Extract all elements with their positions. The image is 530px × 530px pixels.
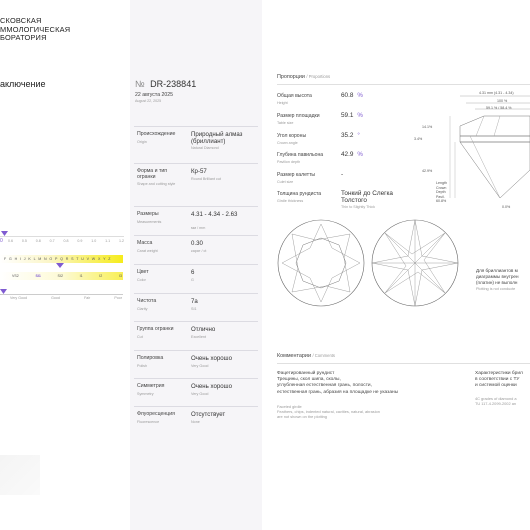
weight-scale-ticks (8, 239, 124, 243)
comment-line: Фацетированный рундист (277, 371, 335, 376)
diagram-culet: 0.0% (502, 205, 511, 209)
field-value-en: SI1 (191, 307, 197, 311)
diagram-depth-label: Depth (436, 190, 446, 195)
field-value-en: карат / ct (191, 249, 207, 253)
field-value: 7а (191, 298, 198, 305)
table-mm: 58.4 % (500, 106, 512, 110)
comment-line: естественная грань, абразия на площадке не указаны (277, 389, 399, 395)
standards-en-line: TU 117-4.2099-2002 an (475, 401, 517, 406)
field-value: 4.31 - 4.34 - 2.63 (191, 211, 238, 218)
proportion-label-en: Culet size (277, 180, 294, 184)
proportion-label: Размер площадки (277, 113, 320, 119)
field-value: Очень хорошо (191, 355, 232, 362)
certificate-number (135, 79, 196, 89)
lab-name-line-2: ММОЛОГИЧЕСКАЯ (0, 24, 71, 34)
conclusion-title: аключение (0, 79, 46, 89)
proportion-unit: % (357, 112, 363, 119)
quality-label: Poor (114, 296, 122, 300)
clarity-grade: I1 (79, 273, 83, 278)
proportion-label-en: Pavilion depth (277, 160, 301, 164)
cut-marker-icon (0, 289, 7, 294)
field-label-en: Fluorescence (137, 420, 160, 424)
field-separator (134, 350, 258, 351)
lab-name-line-1: СКОВСКАЯ (0, 16, 42, 25)
weight-marker-icon (1, 231, 8, 236)
field-label: Форма и тип огранки (137, 168, 168, 181)
field-value-en: Excellent (191, 335, 206, 339)
clarity-grade: I2 (99, 273, 103, 278)
comments-title-en: / Comments (312, 353, 336, 358)
weight-tick: 0.9 (77, 239, 83, 243)
weight-tick: 0.8 (35, 239, 41, 243)
field-label-en: Polish (137, 364, 148, 368)
proportions-rule (277, 84, 530, 85)
field-separator (134, 126, 258, 127)
standards-line: в соответствии с ТУ (475, 377, 520, 383)
field-separator (134, 378, 258, 379)
clarity-grade-selected: SI1 (35, 273, 41, 278)
comment-en-line: are not shown on the plotting (277, 414, 327, 419)
field-separator (134, 206, 258, 207)
diagram-100-label: 100 % (497, 99, 508, 103)
proportions-title (277, 74, 330, 80)
field-separator (134, 235, 258, 236)
lab-name (0, 17, 70, 43)
field-value: Кр-57 (191, 168, 207, 175)
plotting-note-line-1: Для бриллиантов м (476, 268, 518, 273)
quality-label: Fair (84, 296, 91, 300)
field-separator (134, 406, 258, 407)
field-separator (134, 163, 258, 164)
proportion-value: 35.2 (341, 132, 354, 139)
weight-tick: 1.1 (105, 239, 111, 243)
color-scale (0, 234, 125, 344)
field-label-en: Symmetry (137, 392, 154, 396)
quality-label: Very Good (10, 296, 27, 300)
certificate-date-en: August 22, 2025 (135, 99, 162, 103)
clarity-marker-icon (56, 263, 64, 268)
proportion-value: 60.8 (341, 92, 354, 99)
plotting-note-en: Plotting is not conducte (476, 287, 516, 291)
field-value: Отсутствует (191, 411, 226, 418)
weight-scale-track (0, 236, 124, 237)
certificate-number-prefix: № (135, 79, 145, 89)
field-value: Природный алмаз (бриллиант) (191, 131, 243, 145)
color-letters: F G H I J K L M N O P Q R S T U V W X Y Z (4, 256, 112, 261)
diagram-crown-label: Crown (436, 185, 447, 190)
weight-tick: 1.0 (91, 239, 97, 243)
field-label: Чистота (137, 298, 157, 304)
plotting-note-line-3: (платин) не выполн (476, 280, 518, 285)
field-value-en: None (191, 420, 200, 424)
proportion-label: Глубина павильона (277, 152, 324, 158)
diamond-bottom-view (370, 218, 460, 308)
proportion-label: Толщина рундиста (277, 191, 322, 197)
proportions-title-en: / Proportions (306, 74, 331, 79)
field-label: Полировка (137, 355, 164, 361)
proportion-label-en: Girdle thickness (277, 199, 304, 203)
field-label-en: Clarity (137, 307, 148, 311)
comment-en-line: Faceted girdle (277, 404, 302, 409)
clarity-grade: SI2 (57, 273, 63, 278)
field-label: Размеры (137, 211, 159, 217)
comments-title (277, 353, 335, 359)
field-label: Флуоресценция (137, 411, 175, 417)
certificate-number-value: DR-238841 (150, 79, 197, 89)
diagram-width-label: 4.31 mm (4.31 - 4.34) (479, 91, 514, 95)
field-value: 6 (191, 269, 195, 276)
field-value: Отлично (191, 326, 216, 333)
diagram-length-label: Length (436, 181, 447, 185)
field-value-en: Very Good (191, 364, 209, 368)
field-label: Симметрия (137, 383, 165, 389)
proportion-label-en: Height (277, 101, 288, 105)
comments-rule (277, 363, 530, 364)
comment-line: углубленная естественная грань, полости, (277, 383, 372, 389)
cut-quality-track (0, 294, 123, 295)
proportions-title-ru: Пропорции (277, 74, 305, 80)
field-separator (134, 293, 258, 294)
weight-tick: 0.8 (63, 239, 69, 243)
diagram-table-label: 59.1 % / 58.4 % (486, 106, 512, 110)
proportion-label-en: Table size (277, 121, 294, 125)
comment-en-line: Feathers, chips, indented natural, cavities, natural, abrasion (277, 409, 380, 414)
lab-name-line-3: БОРАТОРИЯ (0, 33, 47, 43)
field-label-en: Origin (137, 140, 147, 144)
field-label-en: Cut (137, 335, 143, 339)
field-separator (134, 264, 258, 265)
standards-line: Характеристики брил (475, 371, 523, 376)
comment-line: Трещины, скол шипа, сколы, (277, 377, 341, 383)
comments-text (277, 371, 398, 396)
proportion-unit: % (357, 92, 363, 99)
proportion-label: Угол короны (277, 133, 307, 139)
weight-tick: 0.5 (21, 239, 27, 243)
proportion-value: 59.1 (341, 112, 354, 119)
clarity-grade: I3 (118, 273, 122, 278)
proportion-value: Тонкий до Слегка Толстого (341, 190, 393, 204)
clarity-grade: VS2 (12, 273, 19, 278)
diagram-pavilion-pct: 42.9% (422, 169, 433, 173)
standards-en-line: 4C grades of diamond a (475, 396, 517, 401)
proportion-label: Общая высота (277, 93, 312, 99)
proportion-value: - (341, 171, 344, 178)
diagram-crown-pct: 14.1% (422, 125, 433, 129)
weight-scale-start: 0 (0, 238, 3, 244)
field-value-en: G (191, 278, 194, 282)
field-value-en: мм / mm (191, 226, 206, 230)
field-value: 0.30 (191, 240, 203, 247)
standards-note (475, 371, 523, 390)
weight-tick: 0.6 (8, 239, 13, 243)
weight-tick: 0.7 (49, 239, 55, 243)
comments-text-en (277, 404, 380, 419)
field-label-en: Measurements (137, 220, 162, 224)
standards-note-en (475, 396, 517, 406)
proportion-unit: ° (357, 132, 360, 139)
proportion-value: 42.9 (341, 151, 354, 158)
plotting-note-line-2: диаграммы внутрен (476, 274, 519, 279)
diagram-length-block (436, 181, 447, 204)
field-separator (134, 321, 258, 322)
weight-tick: 1.2 (119, 239, 124, 243)
diagram-total-pct: 60.8% (436, 199, 447, 204)
field-value-en: Round Brilliant cut (191, 177, 221, 181)
field-label-en: Carat weight (137, 249, 158, 253)
qr-placeholder (0, 455, 40, 495)
field-value-en: Natural Diamond (191, 146, 219, 150)
clarity-grades (12, 274, 122, 278)
diagram-girdle-pct: 3.4% (414, 137, 423, 141)
field-label: Происхождение (137, 131, 176, 137)
diamond-top-view (276, 218, 366, 308)
field-label: Цвет (137, 269, 149, 275)
plotting-note (476, 268, 519, 292)
certificate-date: 22 августа 2025 (135, 92, 174, 98)
field-label-en: Color (137, 278, 146, 282)
field-label: Масса (137, 240, 153, 246)
proportion-value-en: Thin to Slightly Thick (341, 205, 375, 209)
cut-quality-labels (10, 296, 122, 300)
quality-label: Good (51, 296, 60, 300)
proportion-label-en: Crown angle (277, 141, 298, 145)
field-value: Очень хорошо (191, 383, 232, 390)
table-pct: 59.1 % (486, 106, 498, 110)
proportion-label: Размер калетты (277, 172, 316, 178)
field-label-en: Shape and cutting style (137, 182, 176, 186)
diagram-pav-label: Pavil. (436, 194, 445, 199)
proportion-unit: % (357, 151, 363, 158)
field-value-en: Very Good (191, 392, 209, 396)
comments-title-ru: Комментарии (277, 353, 311, 359)
standards-line: и системой оценки (475, 383, 517, 389)
field-label: Группа огранки (137, 326, 174, 332)
